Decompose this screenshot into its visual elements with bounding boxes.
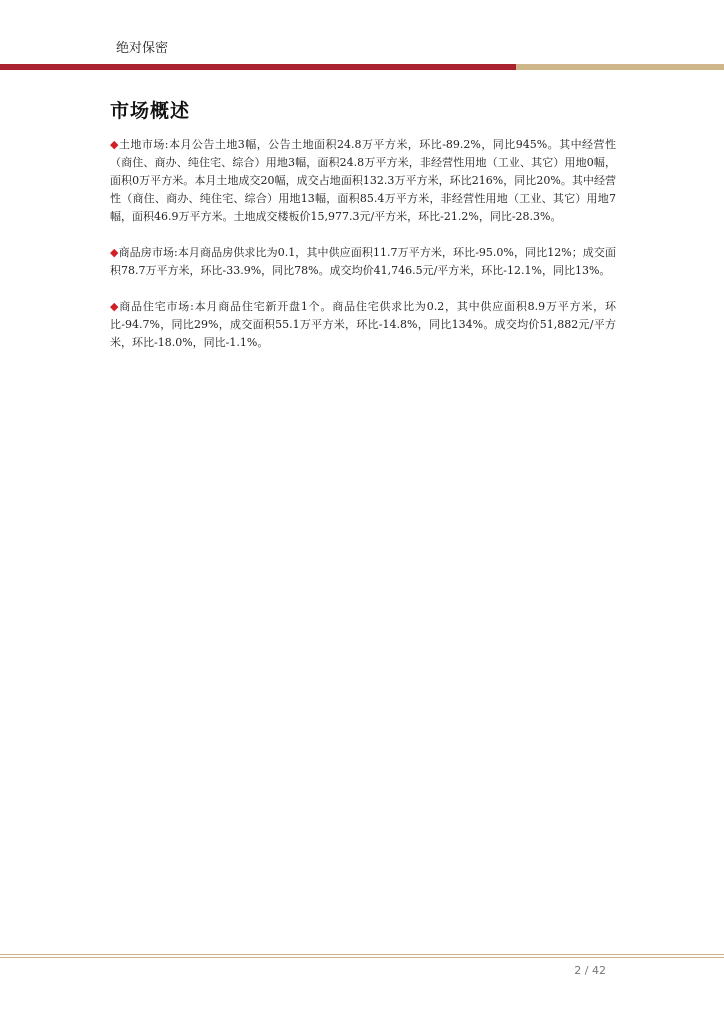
paragraph-commercial-housing [110, 244, 616, 280]
header-rule-red [0, 64, 516, 70]
confidential-label: 绝对保密 [116, 41, 169, 56]
section-title: 市场概述 [110, 100, 191, 122]
paragraph-text: 土地市场:本月公告土地3幅，公告土地面积24.8万平方米，环比-89.2%，同比945%。其中经营性（商住、商办、纯住宅、综合）用地3幅，面积24.8万平方米，非经营性用地（工业、其它）用地0幅，面积0万平方米。本月土地成交20幅，成交占地面积132.3万平方米，环比216%，同比20%。其中经营性（商住、商办、纯住宅、综合）用地13幅，面积85.4万平方米，非经营性用地（工业、其它）用地7幅，面积46.9万平方米。土地成交楼板价15,977.3元/平方米，环比-21.2%，同比-28.3%。 [110, 138, 616, 223]
paragraph-text: 商品房市场:本月商品房供求比为0.1，其中供应面积11.7万平方米，环比-95.0%，同比12%；成交面积78.7万平方米，环比-33.9%，同比78%。成交均价41,746.5元/平方米，环比-12.1%，同比13%。 [110, 246, 616, 277]
header-rule-tan [516, 64, 724, 70]
diamond-bullet-icon: ◆ [110, 246, 119, 259]
diamond-bullet-icon: ◆ [110, 300, 120, 313]
header-rule [0, 64, 724, 70]
page-number: 2 / 42 [574, 964, 606, 977]
paragraph-text: 商品住宅市场:本月商品住宅新开盘1个。商品住宅供求比为0.2，其中供应面积8.9万平方米，环比-94.7%，同比29%，成交面积55.1万平方米，环比-14.8%，同比134%。成交均价51,882元/平方米，环比-18.0%，同比-1.1%。 [110, 300, 616, 349]
paragraph-residential-housing [110, 298, 616, 352]
footer-rule [0, 954, 724, 955]
section-body [110, 136, 616, 370]
diamond-bullet-icon: ◆ [110, 138, 119, 151]
paragraph-land-market [110, 136, 616, 226]
footer-rule-secondary [0, 957, 724, 958]
